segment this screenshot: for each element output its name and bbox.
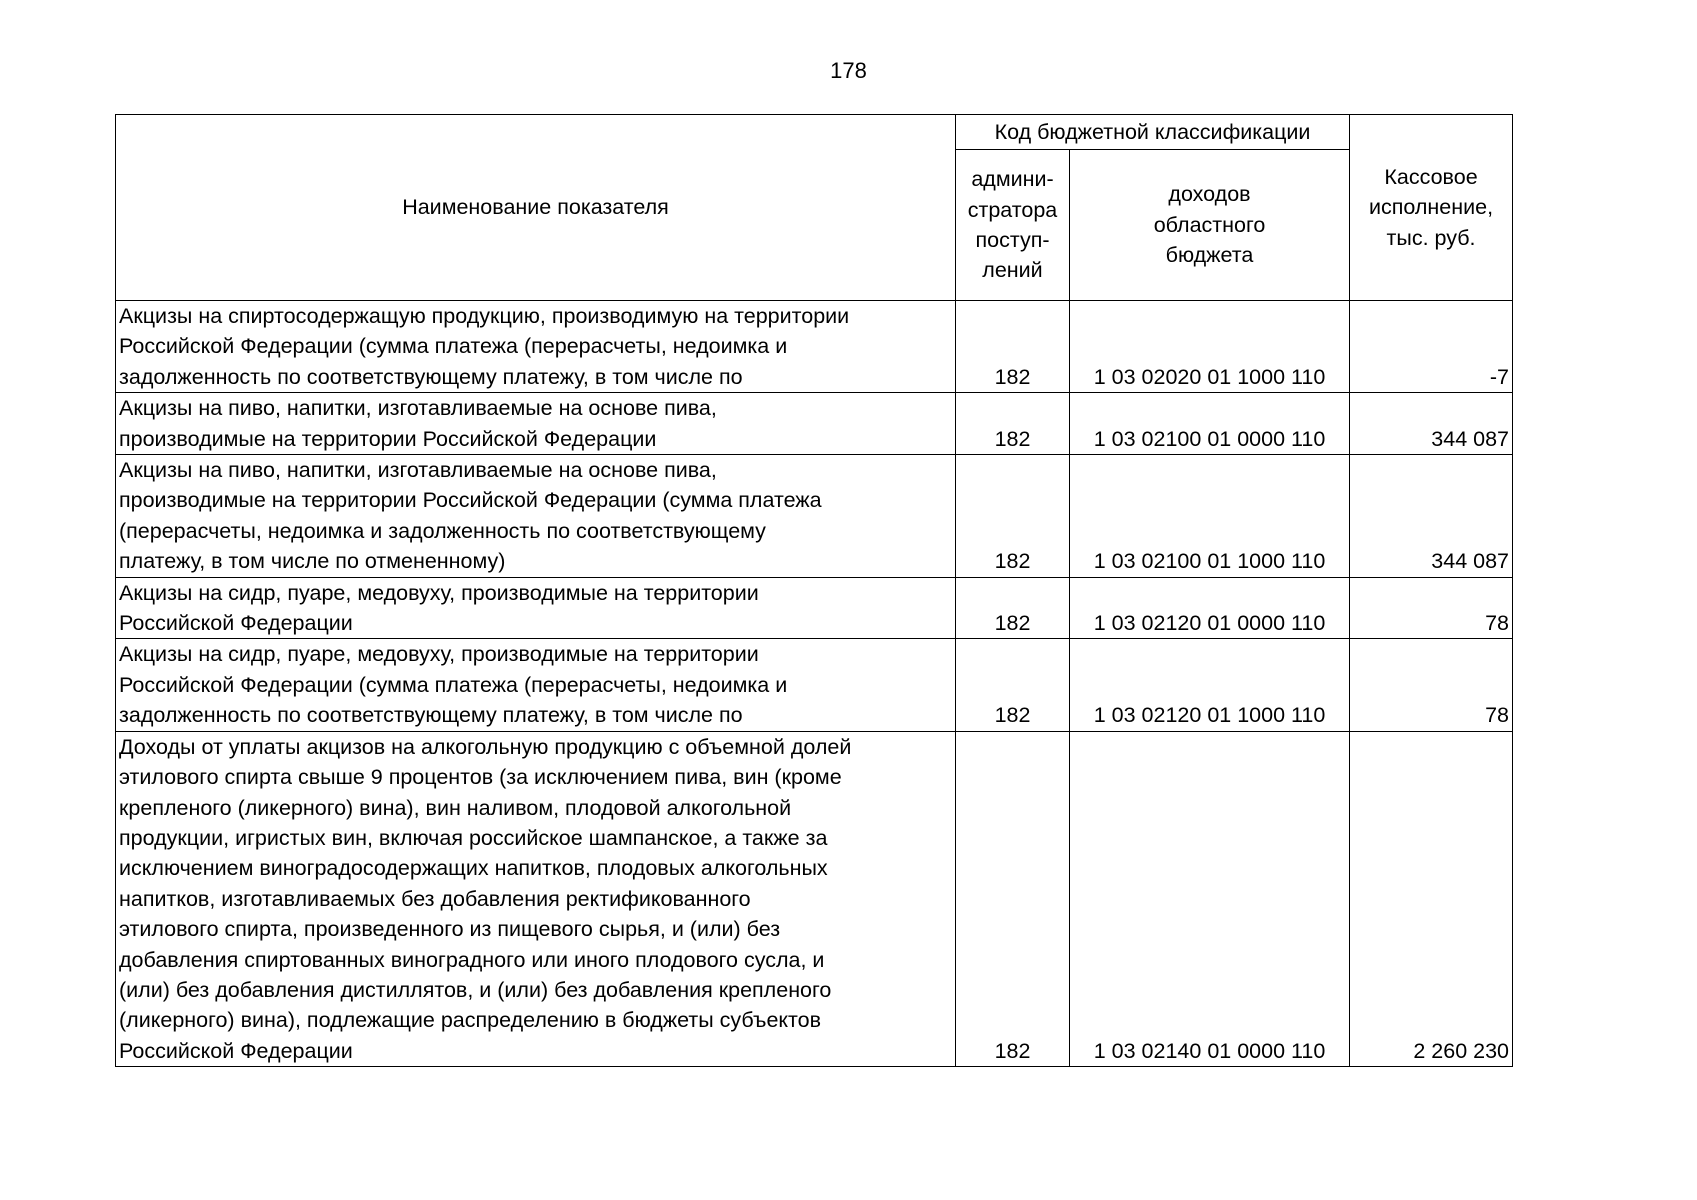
row-indicator-name: Акцизы на пиво, напитки, изготавливаемые на основе пива, производимые на территории Российской Федерации (сумма платежа (перерасчеты, недоимка и задолженность по соответствующему платежу, в том числе по отмененному) <box>116 455 956 578</box>
header-indicator-name: Наименование показателя <box>116 115 956 301</box>
header-cash-execution-text: Кассовое исполнение, тыс. руб. <box>1368 164 1494 250</box>
row-indicator-name: Акцизы на сидр, пуаре, медовуху, производимые на территории Российской Федерации <box>116 577 956 639</box>
row-cash-execution: 78 <box>1350 577 1513 639</box>
table-row <box>116 577 1513 639</box>
table-row <box>116 393 1513 455</box>
row-admin-code: 182 <box>956 455 1070 578</box>
row-indicator-name: Акцизы на сидр, пуаре, медовуху, производимые на территории Российской Федерации (сумма платежа (перерасчеты, недоимка и задолженность по соответствующему платежу, в том числе по <box>116 639 956 731</box>
header-revenue-administrator-text: админи- стратора поступ- лений <box>967 167 1058 283</box>
table-row <box>116 639 1513 731</box>
row-revenue-code: 1 03 02120 01 0000 110 <box>1070 577 1350 639</box>
row-indicator-name: Акцизы на пиво, напитки, изготавливаемые на основе пива, производимые на территории Российской Федерации <box>116 393 956 455</box>
budget-revenue-table <box>115 114 1513 1067</box>
table-row <box>116 731 1513 1066</box>
row-admin-code: 182 <box>956 577 1070 639</box>
row-cash-execution: 344 087 <box>1350 393 1513 455</box>
row-revenue-code: 1 03 02120 01 1000 110 <box>1070 639 1350 731</box>
row-admin-code: 182 <box>956 639 1070 731</box>
header-budget-classification-code: Код бюджетной классификации <box>956 115 1350 150</box>
row-cash-execution: 2 260 230 <box>1350 731 1513 1066</box>
row-admin-code: 182 <box>956 731 1070 1066</box>
table-row <box>116 301 1513 393</box>
table-body <box>116 301 1513 1067</box>
header-revenue-administrator <box>956 150 1070 301</box>
row-admin-code: 182 <box>956 301 1070 393</box>
row-revenue-code: 1 03 02140 01 0000 110 <box>1070 731 1350 1066</box>
header-cash-execution <box>1350 115 1513 301</box>
row-indicator-name: Доходы от уплаты акцизов на алкогольную продукцию с объемной долей этилового спирта свыше 9 процентов (за исключением пива, вин (кроме крепленого (ликерного) вина), вин наливом, плодовой алкогольной продукции, игристых вин, включая российское шампанское, а также за исключением виноградосодержащих напитков, плодовых алкогольных напитков, изготавливаемых без добавления ректификованного этилового спирта, произведенного из пищевого сырья, и (или) без добавления спиртованных виноградного или иного плодового сусла, и (или) без добавления дистиллятов, и (или) без добавления крепленого (ликерного) вина), подлежащие распределению в бюджеты субъектов Российской Федерации <box>116 731 956 1066</box>
row-indicator-name: Акцизы на спиртосодержащую продукцию, производимую на территории Российской Федерации (сумма платежа (перерасчеты, недоимка и задолженность по соответствующему платежу, в том числе по <box>116 301 956 393</box>
table-header <box>116 115 1513 301</box>
row-cash-execution: -7 <box>1350 301 1513 393</box>
header-regional-budget-revenue-text: доходов областного бюджета <box>1153 182 1266 268</box>
table-row <box>116 455 1513 578</box>
row-revenue-code: 1 03 02100 01 1000 110 <box>1070 455 1350 578</box>
row-cash-execution: 78 <box>1350 639 1513 731</box>
page-number: 178 <box>830 58 867 83</box>
row-revenue-code: 1 03 02100 01 0000 110 <box>1070 393 1350 455</box>
row-admin-code: 182 <box>956 393 1070 455</box>
row-revenue-code: 1 03 02020 01 1000 110 <box>1070 301 1350 393</box>
header-regional-budget-revenue <box>1070 150 1350 301</box>
row-cash-execution: 344 087 <box>1350 455 1513 578</box>
